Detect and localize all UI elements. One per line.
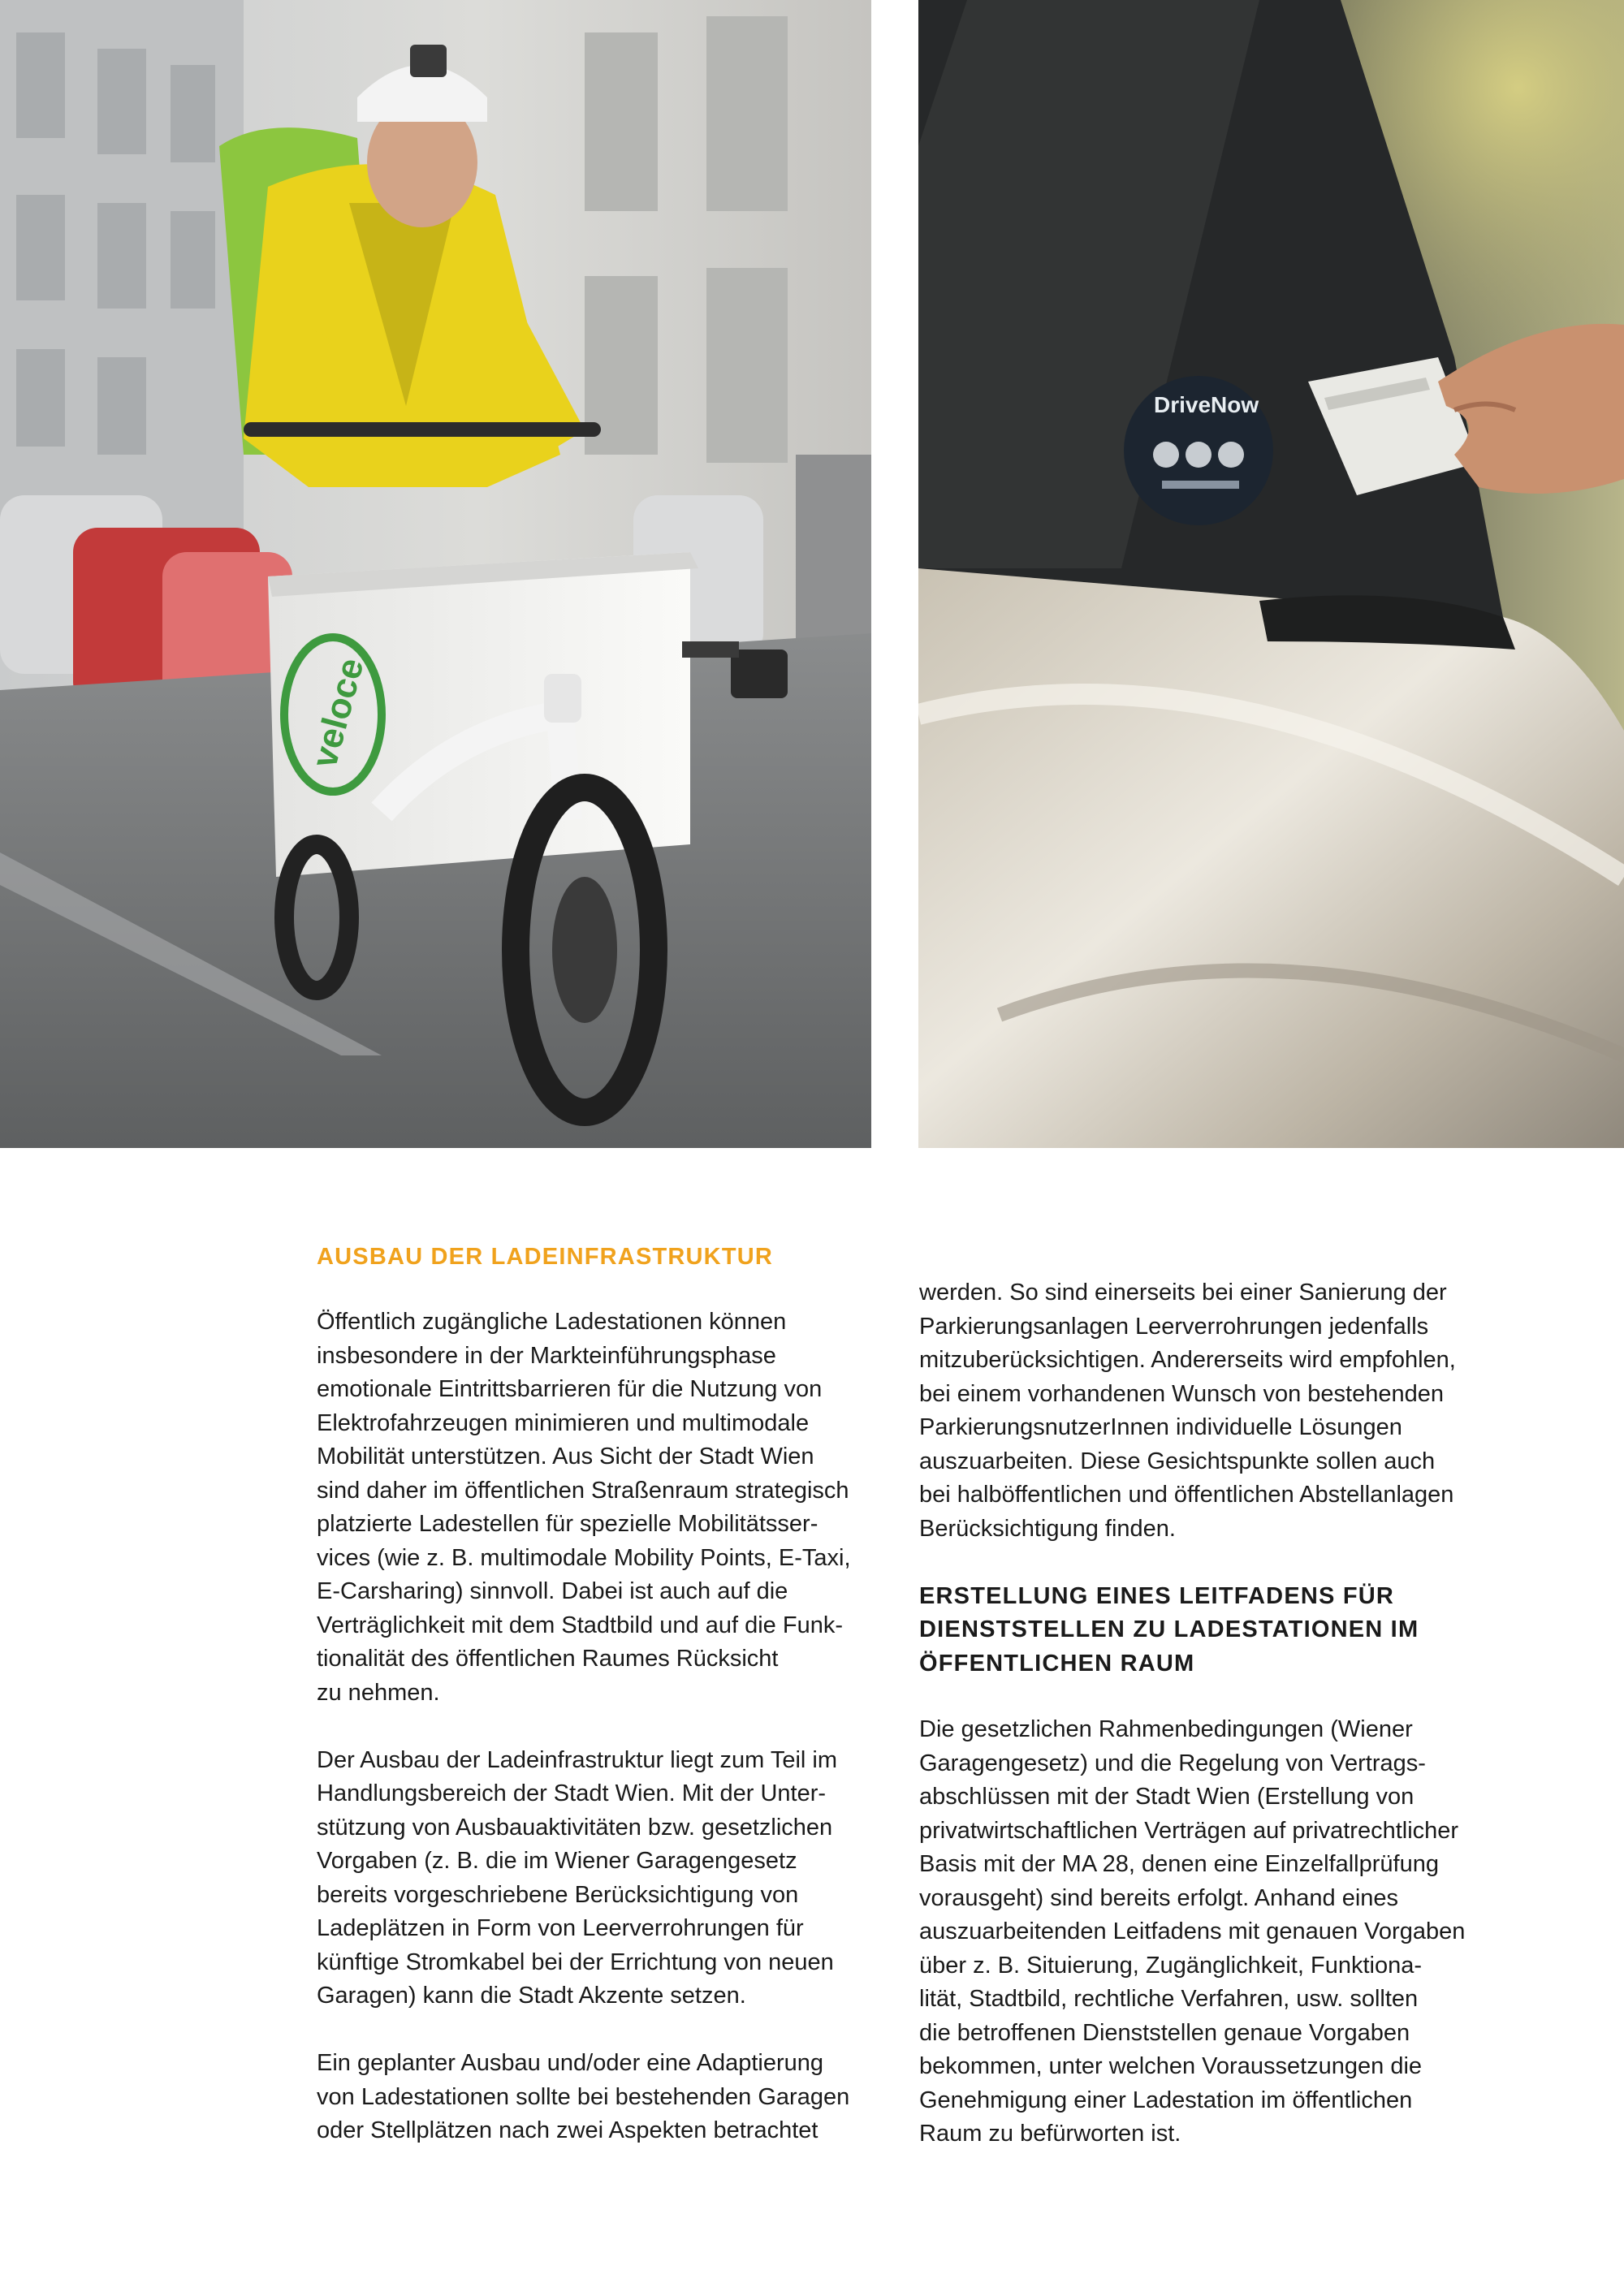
- section-heading-leitfaden: [919, 1580, 1471, 1681]
- text-line: insbesondere in der Markteinführungsphase: [317, 1342, 776, 1369]
- text-line: künftige Stromkabel bei der Errichtung von neuen: [317, 1949, 834, 1975]
- text-line: auszuarbeitenden Leitfadens mit genauen Vorgaben: [919, 1918, 1466, 1944]
- text-line: abschlüssen mit der Stadt Wien (Erstellung von: [919, 1784, 1415, 1810]
- text-line: Garagengesetz) und die Regelung von Vertrags-: [919, 1750, 1426, 1776]
- heading-line: ÖFFENTLICHEN RAUM: [919, 1650, 1195, 1677]
- heading-line: ERSTELLUNG EINES LEITFADENS FÜR: [919, 1582, 1395, 1609]
- text-line: Genehmigung einer Ladestation im öffentlichen: [919, 2087, 1413, 2113]
- text-line: tionalität des öffentlichen Raumes Rücksicht: [317, 1646, 779, 1672]
- text-line: emotionale Eintrittsbarrieren für die Nutzung von: [317, 1376, 823, 1402]
- text-line: privatwirtschaftlichen Verträgen auf privatrechtlicher: [919, 1817, 1459, 1844]
- heading-line: DIENSTSTELLEN ZU LADESTATIONEN IM: [919, 1616, 1419, 1642]
- text-line: zu nehmen.: [317, 1679, 440, 1706]
- paragraph: [317, 1744, 869, 2013]
- text-line: werden. So sind einerseits bei einer Sanierung der: [919, 1280, 1447, 1306]
- text-line: Garagen) kann die Stadt Akzente setzen.: [317, 1983, 746, 2009]
- svg-text:DriveNow: DriveNow: [1154, 392, 1259, 417]
- text-line: sind daher im öffentlichen Straßenraum strategisch: [317, 1477, 849, 1504]
- text-line: mitzuberücksichtigen. Andererseits wird empfohlen,: [919, 1347, 1456, 1373]
- text-line: vorausgeht) sind bereits erfolgt. Anhand eines: [919, 1884, 1399, 1911]
- text-line: Handlungsbereich der Stadt Wien. Mit der Unter-: [317, 1780, 827, 1806]
- text-line: Verträglichkeit mit dem Stadtbild und auf die Funk-: [317, 1612, 843, 1638]
- text-line: Raum zu befürworten ist.: [919, 2121, 1181, 2147]
- text-line: Die gesetzlichen Rahmenbedingungen (Wiener: [919, 1716, 1413, 1742]
- text-line: Basis mit der MA 28, denen eine Einzelfallprüfung: [919, 1851, 1439, 1877]
- paragraph: [317, 1306, 869, 1710]
- text-line: von Ladestationen sollte bei bestehenden Garagen: [317, 2083, 850, 2110]
- text-line: lität, Stadtbild, rechtliche Verfahren, usw. sollten: [919, 1986, 1419, 2012]
- section-heading-ladeinfrastruktur: AUSBAU DER LADEINFRASTRUKTUR: [317, 1244, 774, 1270]
- svg-text:veloce: veloce: [304, 654, 372, 772]
- text-line: Ein geplanter Ausbau und/oder eine Adaptierung: [317, 2050, 823, 2076]
- left-text-column: [317, 1241, 869, 2182]
- text-line: stützung von Ausbauaktivitäten bzw. gesetzlichen: [317, 1814, 833, 1841]
- text-line: auszuarbeiten. Diese Gesichtspunkte sollen auch: [919, 1448, 1436, 1474]
- text-line: Der Ausbau der Ladeinfrastruktur liegt zum Teil im: [317, 1746, 837, 1773]
- cargo-bike-courier-photo: [0, 0, 871, 1148]
- text-line: Parkierungsanlagen Leerverrohrungen jedenfalls: [919, 1313, 1429, 1340]
- text-line: oder Stellplätzen nach zwei Aspekten betrachtet: [317, 2117, 818, 2143]
- text-line: E-Carsharing) sinnvoll. Dabei ist auch auf die: [317, 1578, 788, 1604]
- text-line: bei einem vorhandenen Wunsch von bestehenden: [919, 1380, 1444, 1407]
- text-line: Vorgaben (z. B. die im Wiener Garagengesetz: [317, 1848, 797, 1874]
- text-line: die betroffenen Dienststellen genaue Vorgaben: [919, 2019, 1410, 2046]
- text-line: Öffentlich zugängliche Ladestationen können: [317, 1309, 787, 1335]
- text-line: Berücksichtigung finden.: [919, 1515, 1176, 1542]
- text-line: bei halböffentlichen und öffentlichen Abstellanlagen: [919, 1482, 1454, 1508]
- text-line: ParkierungsnutzerInnen individuelle Lösungen: [919, 1414, 1402, 1440]
- text-line: Mobilität unterstützen. Aus Sicht der Stadt Wien: [317, 1444, 814, 1470]
- text-line: bereits vorgeschriebene Berücksichtigung von: [317, 1881, 799, 1908]
- paragraph: [317, 2047, 869, 2148]
- text-line: über z. B. Situierung, Zugänglichkeit, Funktiona-: [919, 1952, 1422, 1979]
- right-text-column: [919, 1276, 1471, 2185]
- text-line: Ladeplätzen in Form von Leerverrohrungen für: [317, 1915, 804, 1941]
- text-line: Elektrofahrzeugen minimieren und multimodale: [317, 1409, 810, 1436]
- text-line: platzierte Ladestellen für spezielle Mobilitätsser-: [317, 1511, 818, 1537]
- carsharing-card-photo: [918, 0, 1624, 1148]
- text-line: vices (wie z. B. multimodale Mobility Points, E-Taxi,: [317, 1544, 851, 1571]
- paragraph: [919, 1713, 1471, 2151]
- paragraph: [919, 1276, 1471, 1546]
- text-line: bekommen, unter welchen Voraussetzungen die: [919, 2053, 1423, 2079]
